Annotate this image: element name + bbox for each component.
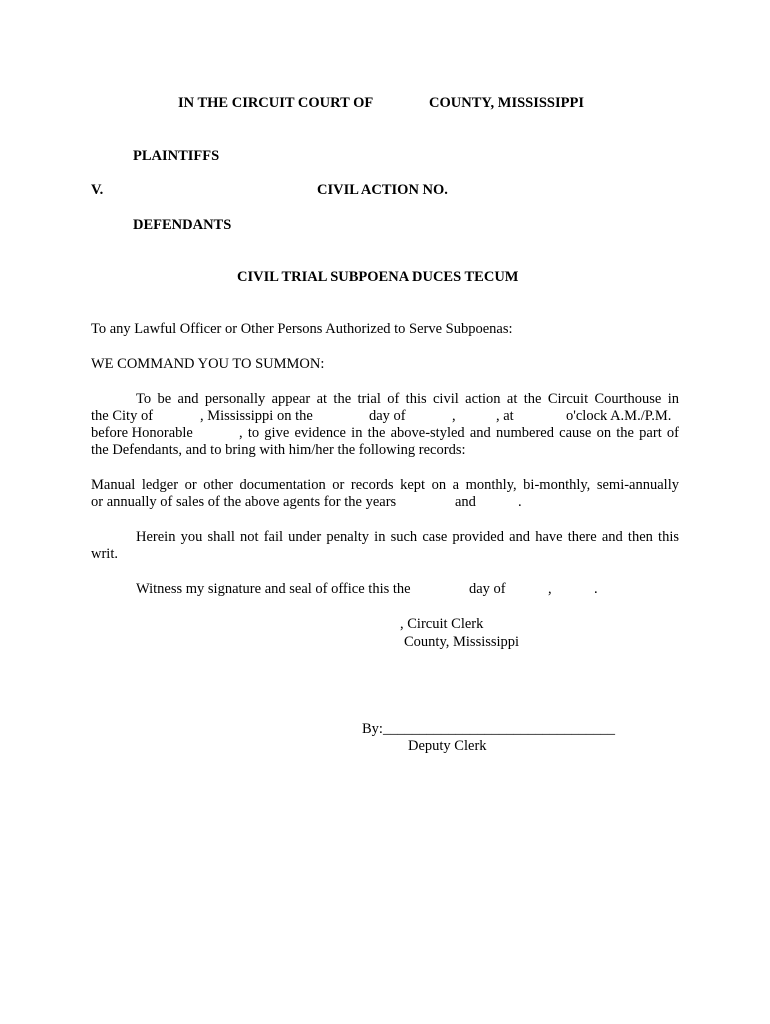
appear-line-3a: before Honorable — [91, 425, 193, 441]
clerk-county: County, Mississippi — [404, 634, 520, 650]
witness-line-b: day of — [469, 581, 506, 597]
command-line: WE COMMAND YOU TO SUMMON: — [91, 356, 325, 372]
deputy-clerk-label: Deputy Clerk — [408, 738, 487, 754]
appear-line-2b: , Mississippi on the — [200, 408, 313, 424]
address-line: To any Lawful Officer or Other Persons Authorized to Serve Subpoenas: — [91, 321, 513, 337]
appear-line-3b: , to give evidence in the above-styled and numbered cause on the part of — [239, 425, 679, 441]
document-title: CIVIL TRIAL SUBPOENA DUCES TECUM — [237, 269, 519, 285]
plaintiffs-label: PLAINTIFFS — [133, 148, 220, 164]
witness-line-d: . — [594, 581, 598, 597]
witness-line-c: , — [548, 581, 552, 597]
court-caption: IN THE CIRCUIT COURT OF — [178, 95, 374, 111]
appear-line-4: the Defendants, and to bring with him/her the following records: — [91, 442, 466, 458]
records-line-1: Manual ledger or other documentation or records kept on a monthly, bi-monthly, semi-annually — [91, 477, 679, 493]
herein-line-1: Herein you shall not fail under penalty in such case provided and have there and then this — [136, 529, 679, 545]
appear-line-2d: , — [452, 408, 456, 424]
defendants-label: DEFENDANTS — [133, 217, 232, 233]
witness-line-a: Witness my signature and seal of office this the — [136, 581, 411, 597]
circuit-clerk-title: , Circuit Clerk — [400, 616, 484, 632]
versus-label: V. — [91, 182, 104, 198]
appear-line-2a: the City of — [91, 408, 154, 424]
signature-line: By:________________________________ — [362, 721, 615, 737]
county-caption: COUNTY, MISSISSIPPI — [429, 95, 584, 111]
records-line-2b: and — [455, 494, 476, 510]
appear-line-2f: o'clock A.M./P.M. — [566, 408, 672, 424]
records-line-2c: . — [518, 494, 522, 510]
civil-action-label: CIVIL ACTION NO. — [317, 182, 448, 198]
appear-line-1: To be and personally appear at the trial of this civil action at the Circuit Courthouse in — [136, 391, 679, 407]
records-line-2a: or annually of sales of the above agents for the years — [91, 494, 397, 510]
herein-line-2: writ. — [91, 546, 118, 562]
appear-line-2e: , at — [496, 408, 514, 424]
appear-line-2c: day of — [369, 408, 406, 424]
